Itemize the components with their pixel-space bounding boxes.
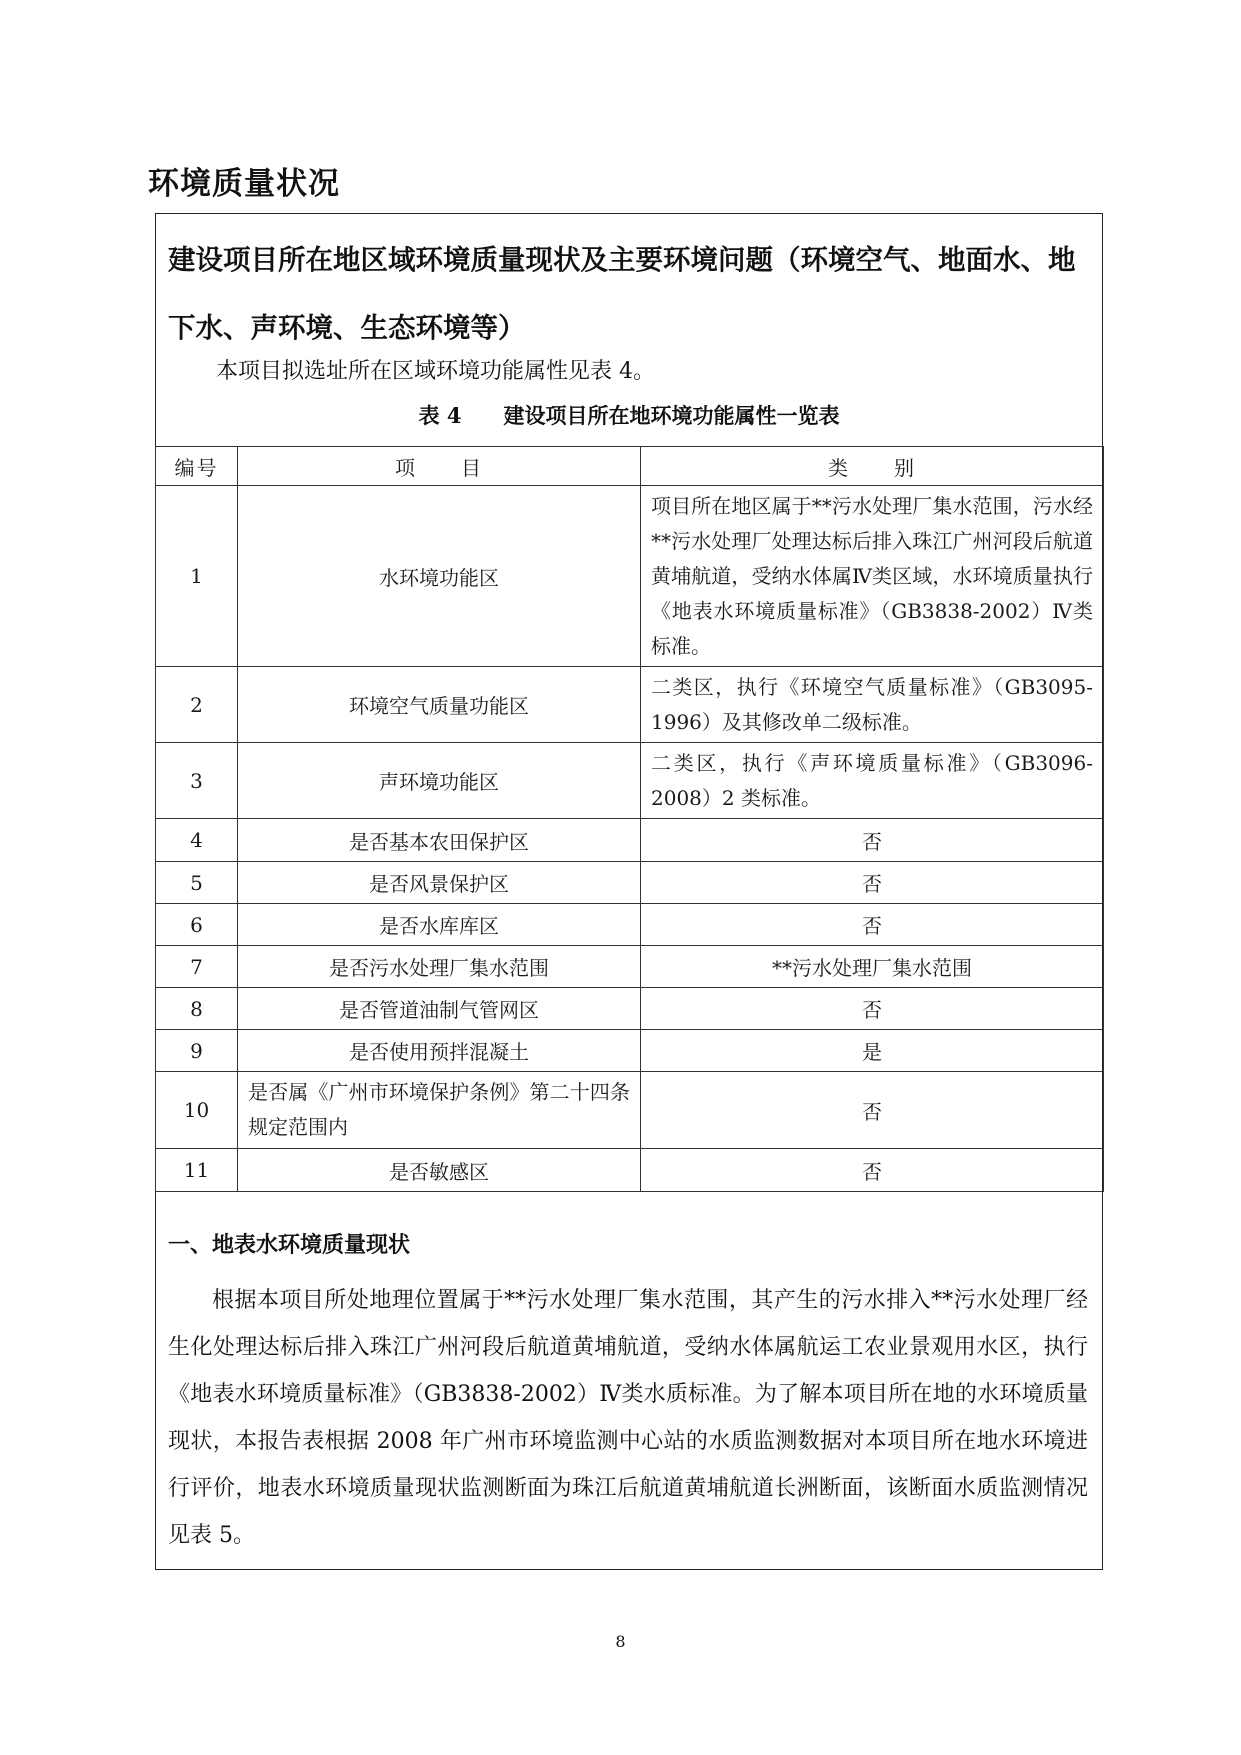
header-item: 项 目 [238, 447, 641, 486]
row-number: 10 [156, 1072, 238, 1149]
row-category: 二类区，执行《声环境质量标准》（GB3096-2008）2 类标准。 [641, 743, 1104, 819]
row-number: 2 [156, 667, 238, 743]
row-number: 8 [156, 988, 238, 1030]
row-item: 是否敏感区 [238, 1149, 641, 1192]
row-item: 是否使用预拌混凝土 [238, 1030, 641, 1072]
section-paragraph: 根据本项目所处地理位置属于**污水处理厂集水范围，其产生的污水排入**污水处理厂经生化处理达标后排入珠江广州河段后航道黄埔航道，受纳水体属航运工农业景观用水区，执行《地表水环境质量标准》（GB3838-2002）Ⅳ类水质标准。为了解本项目所在地的水环境质量现状，本报告表根据 2008 年广州市环境监测中心站的水质监测数据对本项目所在地水环境进行评价，地表水环境质量现状监测断面为珠江后航道黄埔航道长洲断面，该断面水质监测情况见表 5。 [168, 1288, 1088, 1548]
section-heading: 一、地表水环境质量现状 [168, 1233, 411, 1258]
row-item: 环境空气质量功能区 [238, 667, 641, 743]
table-row [156, 904, 1104, 946]
page-number: 8 [615, 1632, 626, 1651]
row-category: 否 [641, 988, 1104, 1030]
page-heading: 环境质量状况 [148, 166, 340, 202]
row-number: 5 [156, 862, 238, 904]
row-item: 声环境功能区 [238, 743, 641, 819]
table-row [156, 862, 1104, 904]
row-number: 9 [156, 1030, 238, 1072]
row-category: **污水处理厂集水范围 [641, 946, 1104, 988]
row-item: 是否属《广州市环境保护条例》第二十四条规定范围内 [238, 1072, 641, 1149]
row-number: 3 [156, 743, 238, 819]
table-row [156, 1030, 1104, 1072]
row-item: 是否水库库区 [238, 904, 641, 946]
row-number: 6 [156, 904, 238, 946]
row-category: 否 [641, 862, 1104, 904]
row-category: 否 [641, 819, 1104, 862]
intro-paragraph: 本项目拟选址所在区域环境功能属性见表 4。 [216, 359, 655, 384]
row-category: 是 [641, 1030, 1104, 1072]
row-number: 7 [156, 946, 238, 988]
row-item: 是否风景保护区 [238, 862, 641, 904]
header-number: 编号 [156, 447, 238, 486]
row-item: 是否管道油制气管网区 [238, 988, 641, 1030]
header-category: 类 别 [641, 447, 1104, 486]
row-number: 11 [156, 1149, 238, 1192]
table-header-row [156, 447, 1104, 486]
table-row [156, 486, 1104, 667]
frame-title: 建设项目所在地区域环境质量现状及主要环境问题（环境空气、地面水、地下水、声环境、生态环境等） [168, 244, 1076, 344]
row-number: 4 [156, 819, 238, 862]
content-frame [155, 213, 1103, 1570]
table-row [156, 946, 1104, 988]
table-row [156, 1072, 1104, 1149]
table-caption: 表 4 建设项目所在地环境功能属性一览表 [418, 403, 840, 428]
row-number: 1 [156, 486, 238, 667]
row-item: 是否基本农田保护区 [238, 819, 641, 862]
table-row [156, 1149, 1104, 1192]
row-category: 否 [641, 1149, 1104, 1192]
row-category: 否 [641, 904, 1104, 946]
table-row [156, 988, 1104, 1030]
table-row [156, 743, 1104, 819]
row-item: 是否污水处理厂集水范围 [238, 946, 641, 988]
row-item: 水环境功能区 [238, 486, 641, 667]
row-category: 项目所在地区属于**污水处理厂集水范围，污水经**污水处理厂处理达标后排入珠江广州河段后航道黄埔航道，受纳水体属Ⅳ类区域，水环境质量执行《地表水环境质量标准》（GB3838-2002）Ⅳ类标准。 [641, 486, 1104, 667]
row-category: 否 [641, 1072, 1104, 1149]
row-category: 二类区，执行《环境空气质量标准》（GB3095-1996）及其修改单二级标准。 [641, 667, 1104, 743]
environment-function-table [155, 446, 1104, 1192]
table-row [156, 819, 1104, 862]
table-row [156, 667, 1104, 743]
